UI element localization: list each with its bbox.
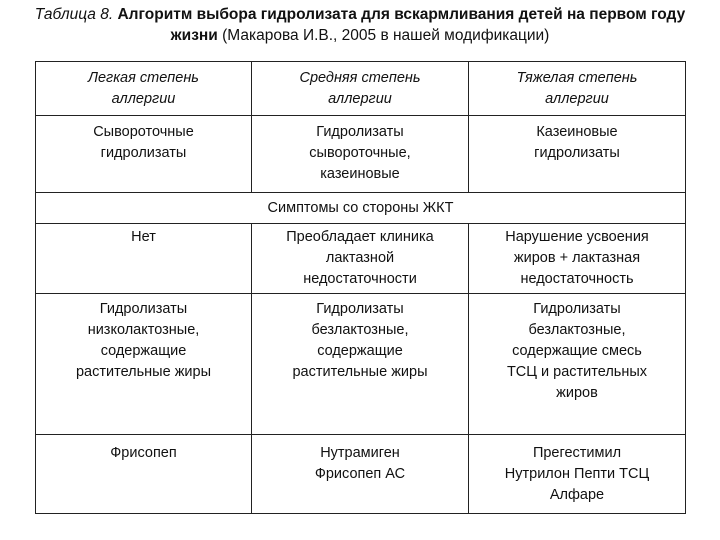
cell-moderate-products: Нутрамиген Фрисопеп АС: [252, 435, 469, 514]
cell-moderate-formula: Гидролизаты безлактозные, содержащие растительные жиры: [252, 294, 469, 435]
caption-number: Таблица 8.: [34, 6, 114, 23]
cell-mild-symptoms: Нет: [36, 224, 252, 294]
table-row: [36, 435, 686, 514]
caption-title: Алгоритм выбора гидролизата для вскармливания детей на первом году жизни: [117, 6, 686, 44]
table-caption: [30, 4, 690, 46]
caption-source: (Макарова И.В., 2005 в нашей модификации): [222, 27, 550, 44]
cell-mild-hydrolysate: Сывороточные гидролизаты: [36, 116, 252, 193]
cell-severe-hydrolysate: Казеиновые гидролизаты: [469, 116, 686, 193]
table-row: [36, 294, 686, 435]
cell-moderate-hydrolysate: Гидролизаты сывороточные, казеиновые: [252, 116, 469, 193]
cell-severe-symptoms: Нарушение усвоения жиров + лактазная недостаточность: [469, 224, 686, 294]
table-row: [36, 224, 686, 294]
table-row: [36, 116, 686, 193]
section-gi-symptoms: Симптомы со стороны ЖКТ: [36, 193, 686, 224]
cell-mild-products: Фрисопеп: [36, 435, 252, 514]
cell-mild-formula: Гидролизаты низколактозные, содержащие растительные жиры: [36, 294, 252, 435]
cell-severe-products: Прегестимил Нутрилон Пепти ТСЦ Алфаре: [469, 435, 686, 514]
header-mild-allergy: Легкая степень аллергии: [36, 62, 252, 116]
header-moderate-allergy: Средняя степень аллергии: [252, 62, 469, 116]
header-row: [36, 62, 686, 116]
hydrolysate-algorithm-table: [35, 61, 686, 514]
cell-severe-formula: Гидролизаты безлактозные, содержащие смесь ТСЦ и растительных жиров: [469, 294, 686, 435]
header-severe-allergy: Тяжелая степень аллергии: [469, 62, 686, 116]
section-row: [36, 193, 686, 224]
cell-moderate-symptoms: Преобладает клиника лактазной недостаточности: [252, 224, 469, 294]
